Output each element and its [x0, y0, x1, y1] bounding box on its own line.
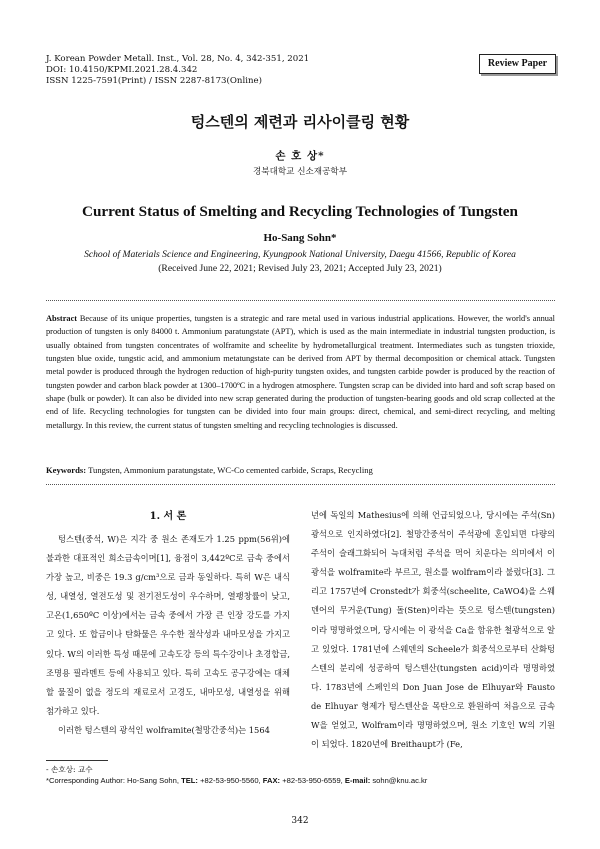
footnote-rule	[46, 760, 108, 761]
journal-info	[46, 54, 309, 87]
left-column	[46, 509, 290, 740]
abstract	[46, 312, 555, 432]
author-korean: 손 호 상*	[275, 150, 325, 162]
body-paragraph: 텅스텐(중석, W)은 지각 중 원소 존재도가 1.25 ppm(56위)에 불과한 대표적인 희소금속이며[1], 융점이 3,442ºC로 금속 중에서 가장 높고, 비중은 19.3 g/cm³으로 금과 동일하다. 특히 W은 내식성, 내열성, 열전도성 및 전기전도성이 우수하며, 열팽창률이 낮고, 고온(1,650ºC 이상)에서는 금속 중에서 가장 큰 인장 강도를 가지고 있다. 또 합금이나 탄화물은 우수한 절삭성과 내마모성을 가지고 있다. W의 이러한 특성 때문에 고속도강 등의 특수강이나 초경합금, 조명용 필라멘트 등에 사용되고 있다. 특히 고속도 공구강에는 대체할 물질이 없을 정도의 재료로서 고경도, 내마모성, 내열성을 위해 첨가하고 있다.	[46, 534, 290, 716]
page-number: 342	[291, 816, 309, 826]
email-value: sohn@knu.ac.kr	[370, 776, 428, 785]
fax-label: FAX:	[262, 776, 281, 785]
affiliation-korean: 경북대학교 신소재공학부	[252, 167, 348, 177]
keywords-text: Tungsten, Ammonium paratungstate, WC-Co cemented carbide, Scraps, Recycling	[88, 465, 373, 475]
fax-value: +82-53-950-6559,	[280, 776, 345, 785]
right-column	[311, 506, 555, 754]
journal-doi: DOI: 10.4150/KPMI.2021.28.4.342	[46, 65, 198, 75]
body-paragraph: 년에 독일의 Mathesius에 의해 언급되었으나, 당시에는 주석(Sn) 광석으로 인지하였다[2]. 철망간중석이 주석광에 혼입되면 다량의 주석이 슬래그화되어 늑대처럼 주석을 먹어 치운다는 의미에서 이 광석을 wolframite라 부르고, 원소를 wolfram이라 불렀다[3]. 그리고 1757년에 Cronstedt가 회중석(scheelite, CaWO4)을 스웨덴어의 무거운(Tung) 돌(Sten)이라는 뜻으로 텅스텐(tungsten)이라 명명하였으며, 당시에는 이 광석을 Ca을 함유한 철광석으로 알고 있었다. 1781년에 스웨덴의 Scheele가 회중석으로부터 산화텅스텐의 분리에 성공하여 텅스텐산(tungsten acid)이라 명명하였다. 1783년에 스페인의 Don Juan Jose de Elhuyar와 Fausto de Elhuyar 형제가 텅스텐산을 목탄으로 환원하여 처음으로 금속 W을 얻었고, Wolfram이라 명명하였으며, 원소 기호인 W의 기원이 되었다. 1820년에 Breithaupt가 (Fe,	[311, 510, 555, 750]
received-dates: (Received June 22, 2021; Revised July 23, 2021; Accepted July 23, 2021)	[158, 263, 442, 274]
tel-value: +82-53-950-5560,	[197, 776, 263, 785]
keywords	[46, 465, 555, 475]
title-english: Current Status of Smelting and Recycling Technologies of Tungsten	[82, 203, 518, 220]
bottom-divider	[46, 484, 555, 485]
footnote-author-title: - 손호상: 교수	[46, 765, 93, 774]
top-divider	[46, 300, 555, 301]
corresponding-author: *Corresponding Author: Ho-Sang Sohn,	[46, 776, 182, 785]
abstract-label: Abstract	[46, 314, 78, 323]
abstract-text: Because of its unique properties, tungsten is a strategic and rare metal used in various industrial applications. However, the world's annual production of tungsten is only 84000 t. Ammonium paratungstate (APT), which is used as the main intermediate in industrial tungsten production, is usually obtained from tungsten concentrates of wolframite and scheelite by hydrometallurgical treatment. Intermediates such as tungsten trioxide, tungsten blue oxide, tungstic acid, and ammonium metatungstate can be derived from APT by thermal decomposition or chemical attack. Tungsten metal powder is produced through the hydrogen reduction of high-purity tungsten oxides, and tungsten carbide powder is produced by the reaction of tungsten powder and carbon black powder at 1300–1700ºC in a hydrogen atmosphere. Tungsten scrap can be divided into hard and soft scrap based on shape (bulk or powder). It can also be divided into new scrap generated during the production of tungsten-bearing goods and old scrap collected at the end of life. Recycling technologies for tungsten can be divided into four main groups: direct, chemical, and semi-direct recycling, and melting metallurgy. In this review, the current status of tungsten smelting and recycling technologies is discussed.	[46, 314, 555, 430]
journal-issn: ISSN 1225-7591(Print) / ISSN 2287-8173(Online)	[46, 76, 262, 86]
title-korean: 텅스텐의 제련과 리사이클링 현황	[190, 113, 410, 131]
author-english: Ho-Sang Sohn*	[263, 232, 337, 244]
keywords-label: Keywords:	[46, 465, 87, 475]
footnote-corresponding	[46, 776, 427, 785]
journal-citation: J. Korean Powder Metall. Inst., Vol. 28, No. 4, 342-351, 2021	[46, 54, 310, 64]
section-heading: 1. 서 론	[149, 511, 187, 522]
email-label: E-mail:	[344, 776, 371, 785]
paper-type-badge: Review Paper	[479, 54, 556, 74]
tel-label: TEL:	[181, 776, 198, 785]
body-paragraph: 이러한 텅스텐의 광석인 wolframite(철망간중석)는 1564	[58, 724, 270, 735]
affiliation-english: School of Materials Science and Engineering, Kyungpook National University, Daegu 41566, Republic of Korea	[84, 249, 516, 260]
